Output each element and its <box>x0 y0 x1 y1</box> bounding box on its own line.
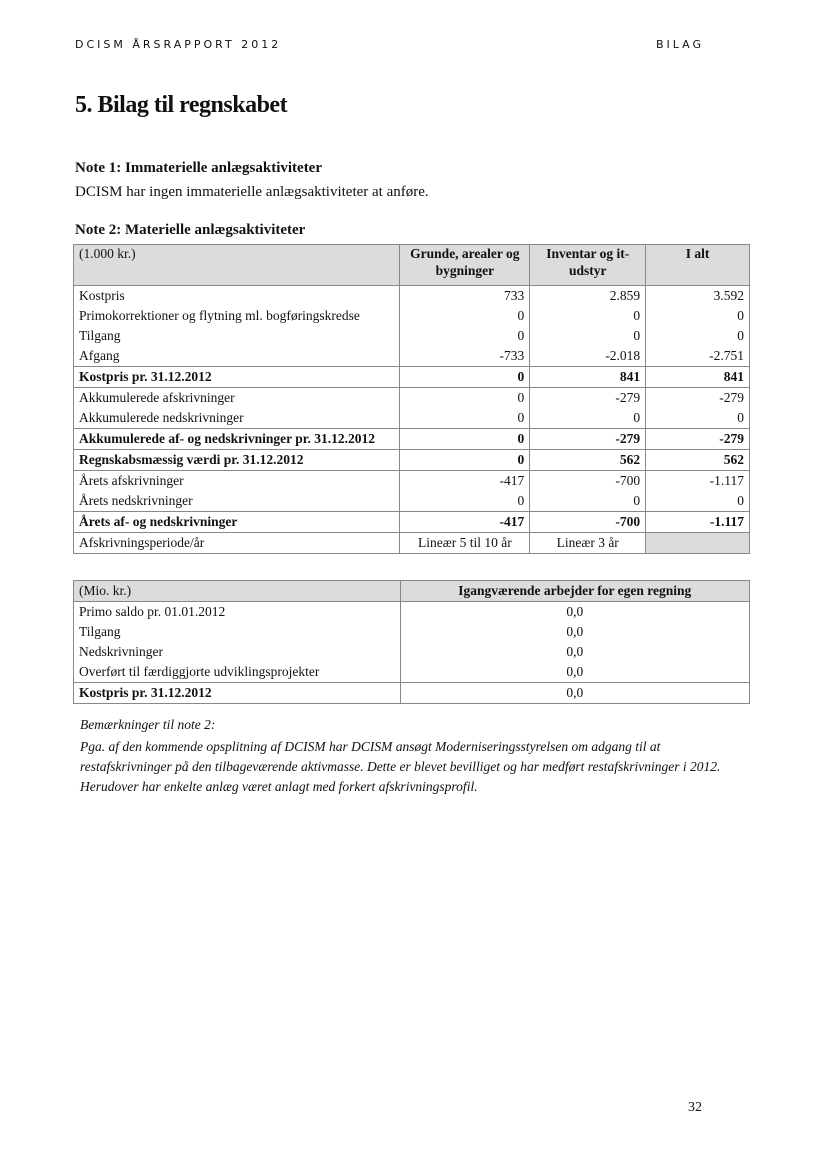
row-label: Tilgang <box>74 326 400 346</box>
value-cell: 562 <box>646 450 750 471</box>
page-title: 5. Bilag til regnskabet <box>75 92 288 118</box>
value-cell: 0 <box>400 429 530 450</box>
unit-header: (Mio. kr.) <box>74 581 401 602</box>
column-header: I alt <box>646 245 750 286</box>
value-cell: 562 <box>530 450 646 471</box>
value-cell: -279 <box>646 388 750 409</box>
value-cell: -700 <box>530 471 646 492</box>
value-cell: 0 <box>400 491 530 512</box>
value-cell: 0,0 <box>400 683 749 704</box>
unit-header: (1.000 kr.) <box>74 245 400 286</box>
value-cell: 0 <box>646 491 750 512</box>
remarks-text: Pga. af den kommende opsplitning af DCISM har DCISM ansøgt Moderniseringsstyrelsen om adgang til at restafskrivninger på den tilbageværende aktivmasse. Dette er blevet bevilliget og har medført restafskrivninger i 2012. Herudover har enkelte anlæg været anlagt med forkert afskrivningsprofil. <box>80 739 721 794</box>
value-cell: 0 <box>530 491 646 512</box>
value-cell: 0 <box>530 306 646 326</box>
value-cell: -279 <box>530 429 646 450</box>
table-row <box>74 326 750 346</box>
table-row <box>74 642 750 662</box>
value-cell: -1.117 <box>646 471 750 492</box>
row-label: Afgang <box>74 346 400 367</box>
value-cell: 0,0 <box>400 602 749 623</box>
row-label: Nedskrivninger <box>74 642 401 662</box>
row-label: Årets afskrivninger <box>74 471 400 492</box>
value-cell: 3.592 <box>646 286 750 307</box>
value-cell <box>646 533 750 554</box>
row-label: Årets af- og nedskrivninger <box>74 512 400 533</box>
value-cell: 0 <box>400 450 530 471</box>
value-cell: 0 <box>646 408 750 429</box>
value-cell: 0 <box>646 326 750 346</box>
value-cell: 0 <box>530 326 646 346</box>
note1-heading: Note 1: Immaterielle anlægsaktiviteter <box>75 160 323 176</box>
running-header-right: BILAG <box>655 38 704 51</box>
value-cell: -2.751 <box>646 346 750 367</box>
value-cell: 733 <box>400 286 530 307</box>
value-cell: 0 <box>530 408 646 429</box>
table-row <box>74 622 750 642</box>
table-row <box>74 408 750 429</box>
row-label: Primo saldo pr. 01.01.2012 <box>74 602 401 623</box>
row-label: Kostpris pr. 31.12.2012 <box>74 683 401 704</box>
row-label: Kostpris pr. 31.12.2012 <box>74 367 400 388</box>
table-row <box>74 533 750 554</box>
table-row <box>74 662 750 683</box>
value-cell: -417 <box>400 512 530 533</box>
value-cell: 0 <box>400 408 530 429</box>
value-cell: 0,0 <box>400 622 749 642</box>
value-cell: -2.018 <box>530 346 646 367</box>
note1-text: DCISM har ingen immaterielle anlægsaktiviteter at anføre. <box>75 184 429 200</box>
page-number: 32 <box>688 1100 702 1115</box>
column-header: Grunde, arealer og bygninger <box>400 245 530 286</box>
value-cell: -279 <box>646 429 750 450</box>
row-label: Akkumulerede nedskrivninger <box>74 408 400 429</box>
value-cell: 0 <box>400 326 530 346</box>
table-row <box>74 602 750 623</box>
row-label: Akkumulerede afskrivninger <box>74 388 400 409</box>
row-label: Primokorrektioner og flytning ml. bogføringskredse <box>74 306 400 326</box>
table-row <box>74 306 750 326</box>
row-label: Årets nedskrivninger <box>74 491 400 512</box>
running-header-left: DCISM ÅRSRAPPORT 2012 <box>75 38 282 51</box>
fixed-assets-table <box>73 244 750 554</box>
table-row <box>74 429 750 450</box>
row-label: Overført til færdiggjorte udviklingsprojekter <box>74 662 401 683</box>
value-cell: Lineær 5 til 10 år <box>400 533 530 554</box>
value-cell: -700 <box>530 512 646 533</box>
work-in-progress-table <box>73 580 750 704</box>
table-row <box>74 286 750 307</box>
value-cell: 0 <box>646 306 750 326</box>
value-cell: 0 <box>400 367 530 388</box>
value-cell: -1.117 <box>646 512 750 533</box>
row-label: Tilgang <box>74 622 401 642</box>
table-row <box>74 683 750 704</box>
table-row <box>74 450 750 471</box>
table-row <box>74 471 750 492</box>
row-label: Afskrivningsperiode/år <box>74 533 400 554</box>
table-row <box>74 346 750 367</box>
value-cell: -733 <box>400 346 530 367</box>
value-cell: 0 <box>400 306 530 326</box>
value-cell: 0,0 <box>400 642 749 662</box>
value-cell: -417 <box>400 471 530 492</box>
remarks-heading: Bemærkninger til note 2: <box>80 717 216 732</box>
table-row <box>74 491 750 512</box>
column-header: Inventar og it-udstyr <box>530 245 646 286</box>
row-label: Kostpris <box>74 286 400 307</box>
value-cell: 2.859 <box>530 286 646 307</box>
table-row <box>74 512 750 533</box>
value-cell: 0 <box>400 388 530 409</box>
value-cell: 841 <box>646 367 750 388</box>
value-cell: 841 <box>530 367 646 388</box>
row-label: Akkumulerede af- og nedskrivninger pr. 31.12.2012 <box>74 429 400 450</box>
table-row <box>74 367 750 388</box>
row-label: Regnskabsmæssig værdi pr. 31.12.2012 <box>74 450 400 471</box>
note2-heading: Note 2: Materielle anlægsaktiviteter <box>75 222 306 238</box>
value-cell: Lineær 3 år <box>530 533 646 554</box>
column-header: Igangværende arbejder for egen regning <box>400 581 749 602</box>
value-cell: -279 <box>530 388 646 409</box>
value-cell: 0,0 <box>400 662 749 683</box>
table-row <box>74 388 750 409</box>
